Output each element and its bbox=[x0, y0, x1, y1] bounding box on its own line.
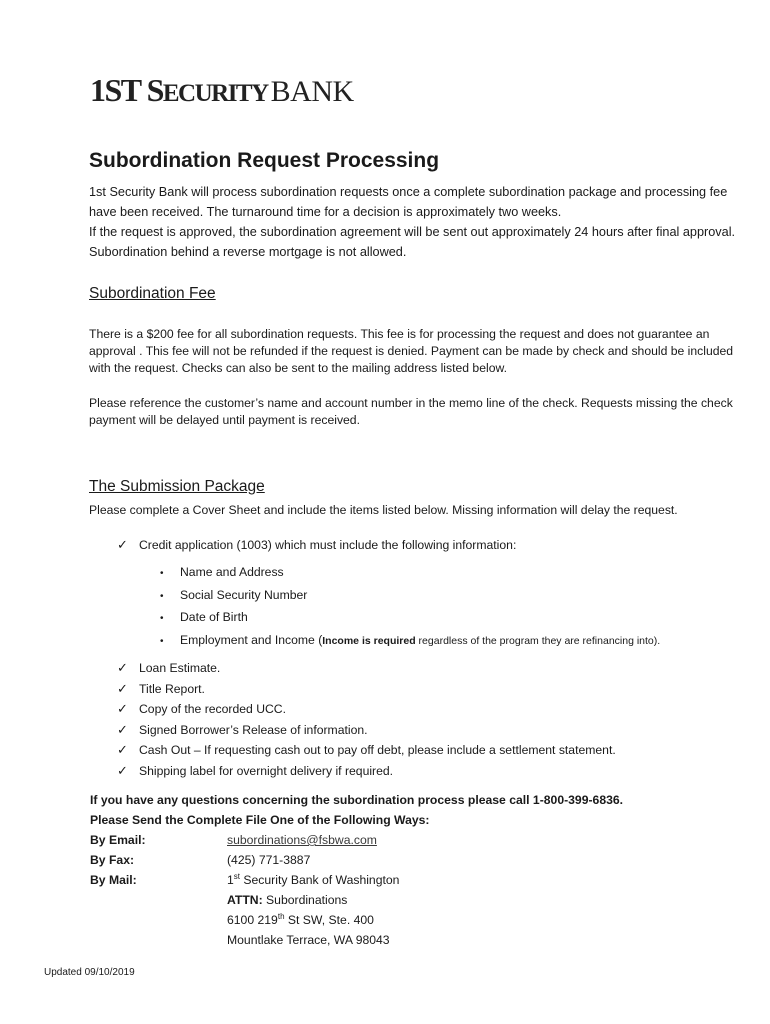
mail-row bbox=[90, 870, 623, 890]
mail-city: Mountlake Terrace, WA 98043 bbox=[227, 933, 390, 947]
logo-wordmark: 1ST SECURITY bbox=[90, 72, 268, 108]
page-title: Subordination Request Processing bbox=[89, 149, 440, 172]
fee-paragraph-2: Please reference the customer’s name and account number in the memo line of the check. Requests missing the check payment will be delayed until payment is received. bbox=[89, 396, 733, 427]
fax-label: By Fax: bbox=[90, 853, 135, 867]
bullet-item: • Date of Birth bbox=[160, 607, 660, 630]
checklist-item-credit-application: ✓ Credit application (1003) which must include the following information: bbox=[117, 535, 516, 556]
checkmark-icon: ✓ bbox=[117, 701, 128, 716]
credit-check-list bbox=[117, 535, 516, 556]
credit-bullet-list bbox=[160, 562, 660, 652]
package-check-list bbox=[117, 658, 616, 781]
intro-text bbox=[89, 182, 739, 262]
checklist-item: ✓ Loan Estimate. bbox=[117, 658, 616, 679]
bullet-icon: • bbox=[160, 590, 164, 602]
checkmark-icon: ✓ bbox=[117, 537, 128, 552]
checkmark-icon: ✓ bbox=[117, 762, 128, 778]
bullet-icon: • bbox=[160, 568, 164, 579]
fax-row bbox=[90, 850, 623, 870]
bullet-item: • Social Security Number bbox=[160, 585, 660, 608]
address-row bbox=[90, 910, 623, 930]
questions-line: If you have any questions concerning the subordination process please call 1-800-399-6836. bbox=[90, 793, 624, 807]
send-ways-line: Please Send the Complete File One of the Following Ways: bbox=[90, 813, 430, 827]
email-label: By Email: bbox=[90, 833, 146, 847]
checkmark-icon: ✓ bbox=[117, 660, 128, 675]
mail-label: By Mail: bbox=[90, 873, 137, 887]
fax-number: (425) 771-3887 bbox=[227, 853, 311, 867]
fee-paragraph-1: There is a $200 fee for all subordination requests. This fee is for processing the request and does not guarantee an approval . This fee will not be refunded if the request is denied. Payment can be made by check and should be included with the request. Checks can also be sent to the mailing address listed below. bbox=[89, 327, 734, 375]
bullet-icon: • bbox=[160, 613, 164, 624]
package-intro: Please complete a Cover Sheet and include the items listed below. Missing information will delay the request. bbox=[89, 503, 678, 517]
mail-recipient: 1st Security Bank of Washington bbox=[227, 872, 400, 887]
mail-attn: ATTN: Subordinations bbox=[227, 893, 348, 907]
checkmark-icon: ✓ bbox=[117, 721, 128, 737]
checklist-item: ✓ Cash Out – If requesting cash out to pay off debt, please include a settlement statement. bbox=[117, 740, 616, 761]
email-link[interactable]: subordinations@fsbwa.com bbox=[227, 833, 377, 847]
checklist-item: ✓ Title Report. bbox=[117, 679, 616, 700]
checklist-item: ✓ Shipping label for overnight delivery if required. bbox=[117, 761, 616, 782]
updated-date: Updated 09/10/2019 bbox=[44, 967, 135, 978]
contact-section bbox=[90, 790, 623, 950]
package-heading: The Submission Package bbox=[89, 478, 265, 495]
mail-street: 6100 219th St SW, Ste. 400 bbox=[227, 912, 374, 927]
checklist-item: ✓ Copy of the recorded UCC. bbox=[117, 699, 616, 720]
checklist-item: ✓ Signed Borrower’s Release of information. bbox=[117, 720, 616, 741]
fee-heading: Subordination Fee bbox=[89, 285, 216, 302]
city-row bbox=[90, 930, 623, 950]
checkmark-icon: ✓ bbox=[117, 680, 128, 696]
bullet-icon: • bbox=[160, 635, 164, 647]
intro-paragraph-2: If the request is approved, the subordination agreement will be sent out approximately 24 hours after final approval. Subordination behind a reverse mortgage is not allowed. bbox=[89, 225, 736, 259]
bank-logo bbox=[90, 72, 354, 108]
attn-row bbox=[90, 890, 623, 910]
bullet-item: • Name and Address bbox=[160, 562, 660, 585]
email-row bbox=[90, 830, 623, 850]
bullet-item-employment: • Employment and Income (Income is required regardless of the program they are refinancing into). bbox=[160, 630, 660, 653]
checkmark-icon: ✓ bbox=[117, 742, 128, 757]
intro-paragraph-1: 1st Security Bank will process subordination requests once a complete subordination package and processing fee have been received. The turnaround time for a decision is approximately two weeks. bbox=[89, 185, 728, 219]
logo-bank-text: BANK bbox=[270, 75, 354, 108]
